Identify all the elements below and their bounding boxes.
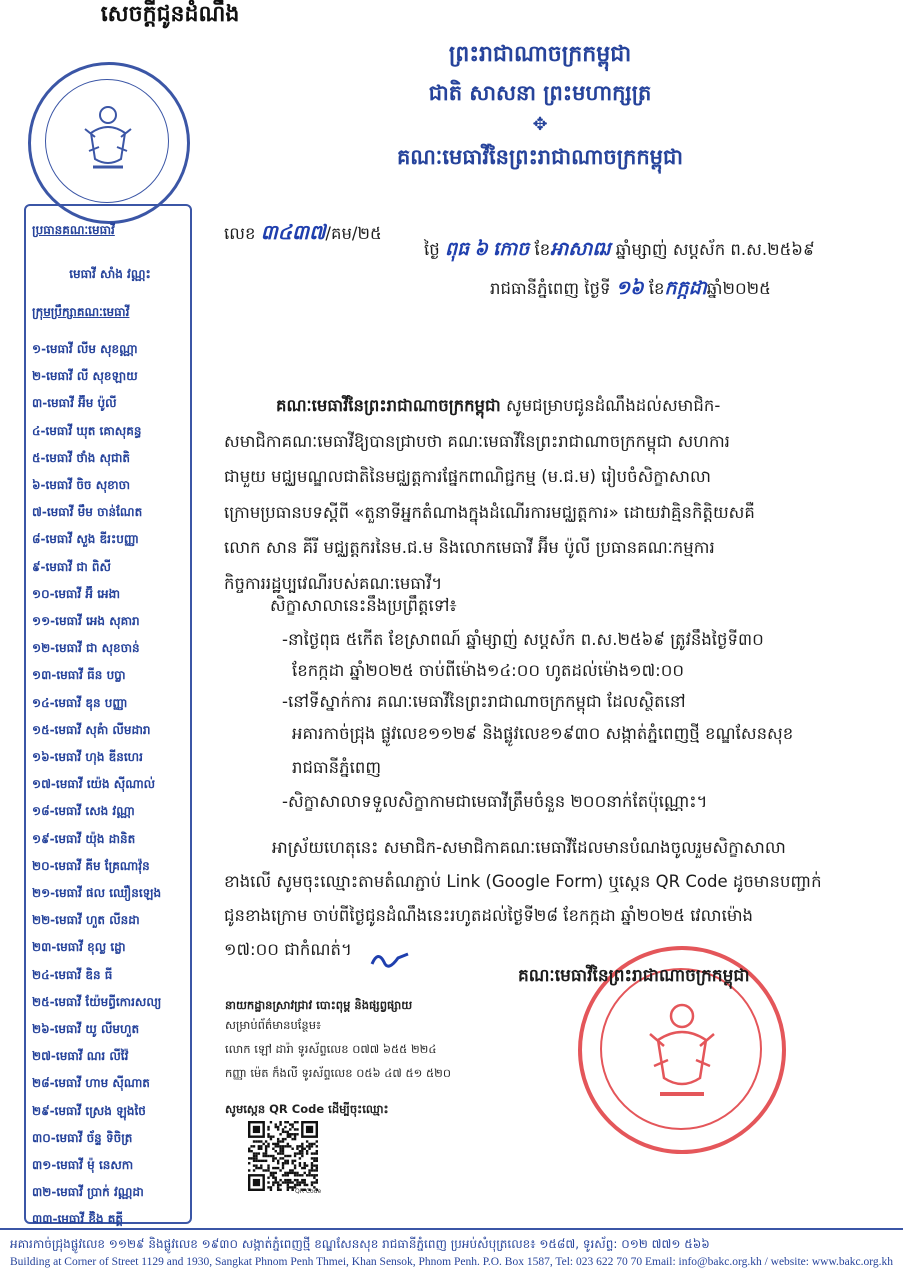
- sidebar-member-item: ១-មេធាវី លីម សុខណ្ណា: [32, 342, 138, 356]
- seminar-detail-line: ខែកក្កដា ឆ្នាំ២០២៥ ចាប់ពីម៉ោង១៤:០០ ហូតដល់ម៉ោង១៧:០០: [292, 661, 685, 680]
- sidebar-member-item: ១៦-មេធាវី ហុង ឌីនហេរ: [32, 750, 143, 764]
- sidebar-member-item: ២-មេធាវី លី សុខឡាយ: [32, 369, 138, 384]
- seminar-detail-line: រាជធានីភ្នំពេញ: [292, 758, 382, 777]
- sidebar-member-item: ២៥-មេធាវី យ៉ែមព្ធីកោរសល្យ: [32, 994, 162, 1009]
- ornament-icon: ✥: [532, 114, 548, 135]
- sidebar-member-item: ១០-មេធាវី អ៊ឹ អេងា: [32, 586, 121, 601]
- paragraph-line: អាស្រ័យហេតុនេះ សមាជិក-សមាជិកាគណៈមេធាវីដែលមានបំណងចូលរួមសិក្ខាសាលា: [272, 838, 786, 857]
- sidebar-member-item: ១៧-មេធាវី យ៉េង ស៊ីណាល់: [32, 777, 156, 792]
- seminar-detail-line: -នៅទីស្នាក់ការ គណៈមេធាវីនៃព្រះរាជាណាចក្រកម្ពុជា ដែលស្ថិតនៅ: [282, 692, 686, 711]
- contact-more-info: សម្រាប់ព័ត៌មានបន្ថែម៖: [225, 1018, 322, 1032]
- sidebar-member-item: ២១-មេធាវី ផល ឈឿនឡេង: [32, 886, 162, 900]
- sidebar-member-item: ១៨-មេធាវី សេង វណ្ណា: [32, 804, 135, 819]
- sidebar-member-item: ២៧-មេធាវី ណរ លីវ៉ៃ: [32, 1049, 129, 1064]
- sidebar-member-item: ១៤-មេធាវី ឌុន បញ្ញា: [32, 695, 128, 710]
- president-name: មេធាវី សាំង វណ្ណះ: [69, 267, 151, 281]
- sidebar-member-item: ១២-មេធាវី ជា សុខចាន់: [32, 641, 140, 656]
- paragraph-line: សមាជិកាគណៈមេធាវីឱ្យបានជ្រាបថា គណៈមេធាវីនៃព្រះរាជាណាចក្រកម្ពុជា សហការ: [224, 431, 730, 451]
- organization-heading: គណៈមេធាវីនៃព្រះរាជាណាចក្រកម្ពុជា: [396, 145, 684, 169]
- paragraph-line: ជូនខាងក្រោម ចាប់ពីថ្ងៃជូនដំណឹងនេះរហូតដល់ថ្ងៃទី២៨ ខែកក្កដា ឆ្នាំ២០២៥ វេលាម៉ោង: [224, 906, 754, 925]
- paragraph-line: លោក សាន គីរី មជ្ឈត្តករនៃម.ជ.ម និងលោកមេធាវី អ៊ីម ប៉ូលី ប្រធានគណៈកម្មការ: [224, 538, 715, 557]
- paragraph-line: គណៈមេធាវីនៃព្រះរាជាណាចក្រកម្ពុជា សូមជម្រាបជូនដំណឹងដល់សមាជិក-: [276, 396, 721, 415]
- sidebar-member-item: ២២-មេធាវី ហួត លីនដា: [32, 913, 140, 928]
- paragraph-line: ក្រោមប្រធានបទស្តីពី «តួនាទីអ្នកតំណាងក្នុងដំណើរការមជ្ឈត្តការ» ដោយវាគ្មិនកិត្តិយសគឺ: [224, 502, 755, 522]
- sidebar-member-item: ៣-មេធាវី អ៊ីម ប៉ូលី: [32, 396, 117, 411]
- paragraph-line: ១៧:០០ ជាកំណត់។: [224, 940, 352, 959]
- notice-title: សេចក្តីជូនដំណឹង: [100, 2, 240, 27]
- sidebar-member-list: [24, 204, 192, 1227]
- handwritten-initial-icon: [368, 946, 414, 976]
- signature-block: គណៈមេធាវីនៃព្រះរាជាណាចក្រកម្ពុជា: [518, 966, 750, 986]
- paragraph-line: ខាងលើ សូមចុះឈ្មោះតាមតំណភ្ជាប់ Link (Google Form) ឬស្កេន QR Code ដូចមានបញ្ជាក់: [224, 872, 822, 891]
- motto-heading: ជាតិ សាសនា ព្រះមហាក្សត្រ: [428, 81, 652, 105]
- sidebar-member-item: ៥-មេធាវី ថាំង សុជាតិ: [32, 450, 131, 465]
- council-title: ក្រុមប្រឹក្សាគណៈមេធាវី: [32, 305, 130, 319]
- sidebar-member-item: ៣៣-មេធាវី ខ៊ិង គគ្គី: [32, 1212, 123, 1227]
- contact-department: នាយកដ្ឋានស្រាវជ្រាវ បោះពុម្ព និងផ្សព្វផ្សាយ: [225, 998, 413, 1012]
- solar-date: រាជធានីភ្នំពេញ ថ្ងៃទី ១៦ ខែកក្កដាឆ្នាំ២០២៥: [490, 277, 771, 299]
- sidebar-member-item: ១៩-មេធាវី យ៉ុង ដានិត: [32, 831, 136, 846]
- qr-code-icon[interactable]: [248, 1120, 318, 1192]
- sidebar-member-item: ២៦-មេធាវី យូ លីមហួត: [32, 1022, 140, 1036]
- qr-caption: QR Code: [295, 1188, 322, 1195]
- seminar-detail-line: -នាថ្ងៃពុធ ៥កើត ខែស្រាពណ៍ ឆ្នាំម្សាញ់ សប្តស័ក ព.ស.២៥៦៩ ត្រូវនឹងថ្ងៃទី៣០: [282, 630, 764, 649]
- sidebar-member-item: ៣០-មេធាវី ច័ន្ទ ទិចិត្រ: [32, 1130, 133, 1145]
- footer-divider: [0, 1228, 903, 1230]
- sidebar-member-item: ១៥-មេធាវី សុគំា លីមដារា: [32, 722, 151, 737]
- sidebar-member-item: ៦-មេធាវី ចិច សុខាចា: [32, 478, 131, 492]
- sidebar-member-item: ៤-មេធាវី ឃុត គោសុគន្ធ: [32, 423, 142, 438]
- president-title: ប្រធានគណៈមេធាវី: [32, 223, 115, 237]
- sidebar-member-item: ៨-មេធាវី សួង ឌីរះបញ្ញា: [32, 532, 139, 547]
- reference-number: លេខ ៣៤៣៧/គម/២៥: [224, 220, 382, 244]
- bar-association-seal: [28, 62, 190, 224]
- sidebar-member-item: ៣២-មេធាវី ប្រាក់ វណ្ណដា: [32, 1185, 144, 1200]
- footer-address-khmer: អគារកាច់ជ្រុងផ្លូវលេខ ១១២៩ និងផ្លូវលេខ ១៩៣០ សង្កាត់ភ្នំពេញថ្មី ខណ្ឌសែនសុខ រាជធានីភ្នំពេញ ប្រអប់សំបុត្រលេខ៖ ១៥៨៧, ទូរស័ព្ទ: ០១២ ៧៧១ ៥៦៦: [10, 1237, 710, 1251]
- sidebar-member-item: ២៨-មេធាវី ហាម ស៊ីណាត: [32, 1076, 150, 1091]
- deity-emblem-icon: [81, 103, 135, 173]
- sidebar-member-item: ១១-មេធាវី អេង សុគារា: [32, 614, 140, 628]
- contact-person-2: កញ្ញា ម៉េត ក៏ងលី ទូរស័ព្ទលេខ ០៥៦ ៤៧ ៥១ ៥២០: [225, 1066, 451, 1080]
- sidebar-member-item: ៩-មេធាវី ជា ពិសី: [32, 559, 111, 574]
- paragraph-line: ជាមួយ មជ្ឈមណ្ឌលជាតិនៃមជ្ឈត្តការផ្នែកពាណិជ្ជកម្ម (ម.ជ.ម) រៀបចំសិក្ខាសាលា: [224, 467, 711, 486]
- sidebar-member-item: ២៩-មេធាវី ស្រេង ឡុងថៃ: [32, 1103, 146, 1118]
- qr-instruction: សូមស្កេន QR Code ដើម្បីចុះឈ្មោះ: [225, 1102, 389, 1116]
- sidebar-member-item: ៣១-មេធាវី ម៉ុ នេសកា: [32, 1158, 134, 1172]
- seminar-intro: សិក្ខាសាលានេះនឹងប្រព្រឹត្តទៅ៖: [270, 596, 457, 615]
- paragraph-line: កិច្ចការរដ្ឋប្បវេណីរបស់គណៈមេធាវី។: [224, 573, 443, 593]
- sidebar-member-item: ២០-មេធាវី គីម គ្រែណាវ៉ុន: [32, 858, 150, 873]
- sidebar-member-item: ៧-មេធាវី មឹម ចាន់ណែត: [32, 505, 143, 520]
- footer-address-english: Building at Corner of Street 1129 and 1930, Sangkat Phnom Penh Thmei, Khan Sensok, Phnom Penh. P.O. Box 1587, Tel: 023 622 70 70 Email: info@bakc.org.kh / website: www.bakc.org.kh: [10, 1256, 893, 1268]
- sidebar-member-item: ២៤-មេធាវី ឌិន ធី: [32, 967, 113, 982]
- contact-person-1: លោក ឡៅ ដារ៉ា ទូរស័ព្ទលេខ ០៧៧ ៦៥៥ ២២៤: [225, 1042, 437, 1056]
- sidebar-member-item: ១៣-មេធាវី ធីន បប្លា: [32, 668, 126, 683]
- seminar-detail-line: -សិក្ខាសាលាទទួលសិក្ខាកាមជាមេធាវីត្រឹមចំនួន ២០០នាក់តែប៉ុណ្ណោះ។: [282, 792, 708, 811]
- sidebar-member-item: ២៣-មេធាវី ខុល្ល ដ្លោ: [32, 940, 126, 955]
- kingdom-heading: ព្រះរាជាណាចក្រកម្ពុជា: [448, 42, 632, 67]
- seminar-detail-line: អគារកាច់ជ្រុង ផ្លូវលេខ១១២៩ និងផ្លូវលេខ១៩៣០ សង្កាត់ភ្នំពេញថ្មី ខណ្ឌសែនសុខ: [292, 724, 794, 743]
- lunar-date: ថ្ងៃ ពុធ ៦ កោច ខែអាសាឍ ឆ្នាំម្សាញ់ សប្តស័ក ព.ស.២៥៦៩: [424, 238, 815, 260]
- red-deity-seal-icon: [646, 1000, 718, 1100]
